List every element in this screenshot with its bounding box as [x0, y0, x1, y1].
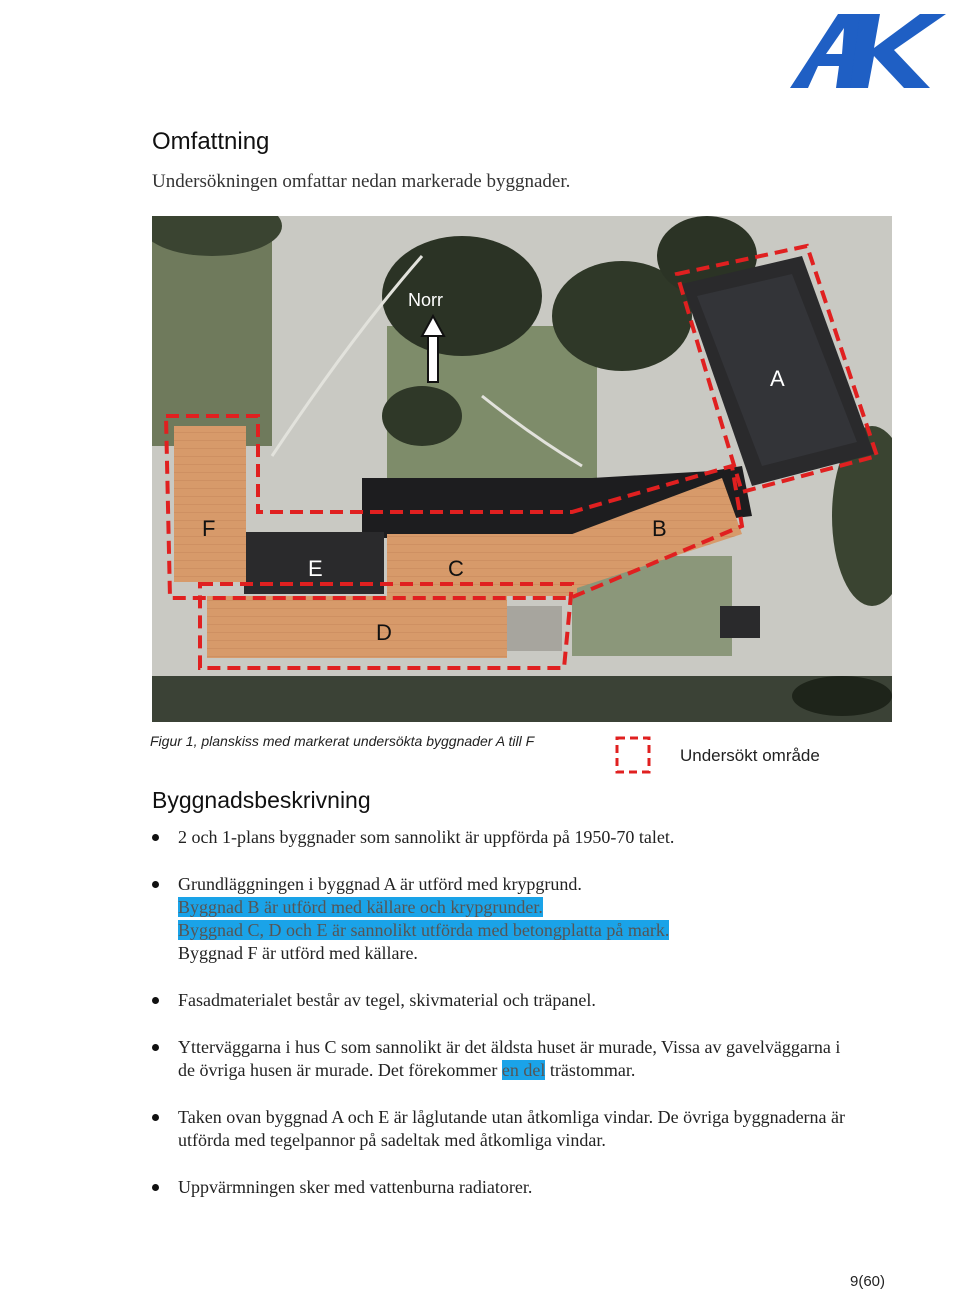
page-title: Omfattning — [152, 128, 270, 155]
legend-label: Undersökt område — [680, 746, 820, 765]
aerial-site-map — [152, 216, 892, 722]
building-label-e: E — [308, 556, 323, 581]
building-label-c: C — [448, 556, 464, 581]
list-item: Fasadmaterialet består av tegel, skivmaterial och träpanel. — [148, 989, 848, 1012]
building-label-b: B — [652, 516, 667, 541]
highlighted-text: en del — [501, 1060, 546, 1080]
section-heading: Byggnadsbeskrivning — [152, 787, 371, 813]
description-list — [148, 826, 848, 1223]
building-label-f: F — [202, 516, 216, 541]
list-item — [148, 873, 848, 965]
bullet-icon — [152, 1044, 159, 1051]
foundation-line-f: Byggnad F är utförd med källare. — [178, 943, 418, 963]
list-item: 2 och 1-plans byggnader som sannolikt är uppförda på 1950-70 talet. — [148, 826, 848, 849]
page-number: 9(60) — [850, 1273, 886, 1290]
company-logo — [790, 8, 950, 90]
building-label-a: A — [770, 366, 785, 391]
list-item: Ytterväggarna i hus C som sannolikt är det äldsta huset är murade, Vissa av gavelväggarna i de övriga husen är murade. Det förekommer en del trästommar. — [148, 1036, 848, 1082]
figure-caption: Figur 1, planskiss med markerat undersökta byggnader A till F — [150, 733, 535, 749]
list-item: Taken ovan byggnad A och E är låglutande utan åtkomliga vindar. De övriga byggnaderna är utförda med tegelpannor på sadeltak med åtkomliga vindar. — [148, 1106, 848, 1152]
foundation-line-a: Grundläggningen i byggnad A är utförd med krypgrund. — [178, 874, 582, 894]
list-item: Uppvärmningen sker med vattenburna radiatorer. — [148, 1176, 848, 1199]
bullet-icon — [152, 1114, 159, 1121]
bullet-icon — [152, 834, 159, 841]
highlighted-text: Byggnad C, D och E är sannolikt utförda med betongplatta på mark. — [178, 920, 670, 940]
bullet-icon — [152, 1184, 159, 1191]
intro-text: Undersökningen omfattar nedan markerade byggnader. — [152, 171, 571, 192]
legend-dashed-box-icon — [615, 736, 651, 774]
north-label: Norr — [408, 290, 443, 310]
highlighted-text: Byggnad B är utförd med källare och krypgrunder. — [178, 897, 543, 917]
building-label-d: D — [376, 620, 392, 645]
bullet-icon — [152, 997, 159, 1004]
bullet-icon — [152, 881, 159, 888]
